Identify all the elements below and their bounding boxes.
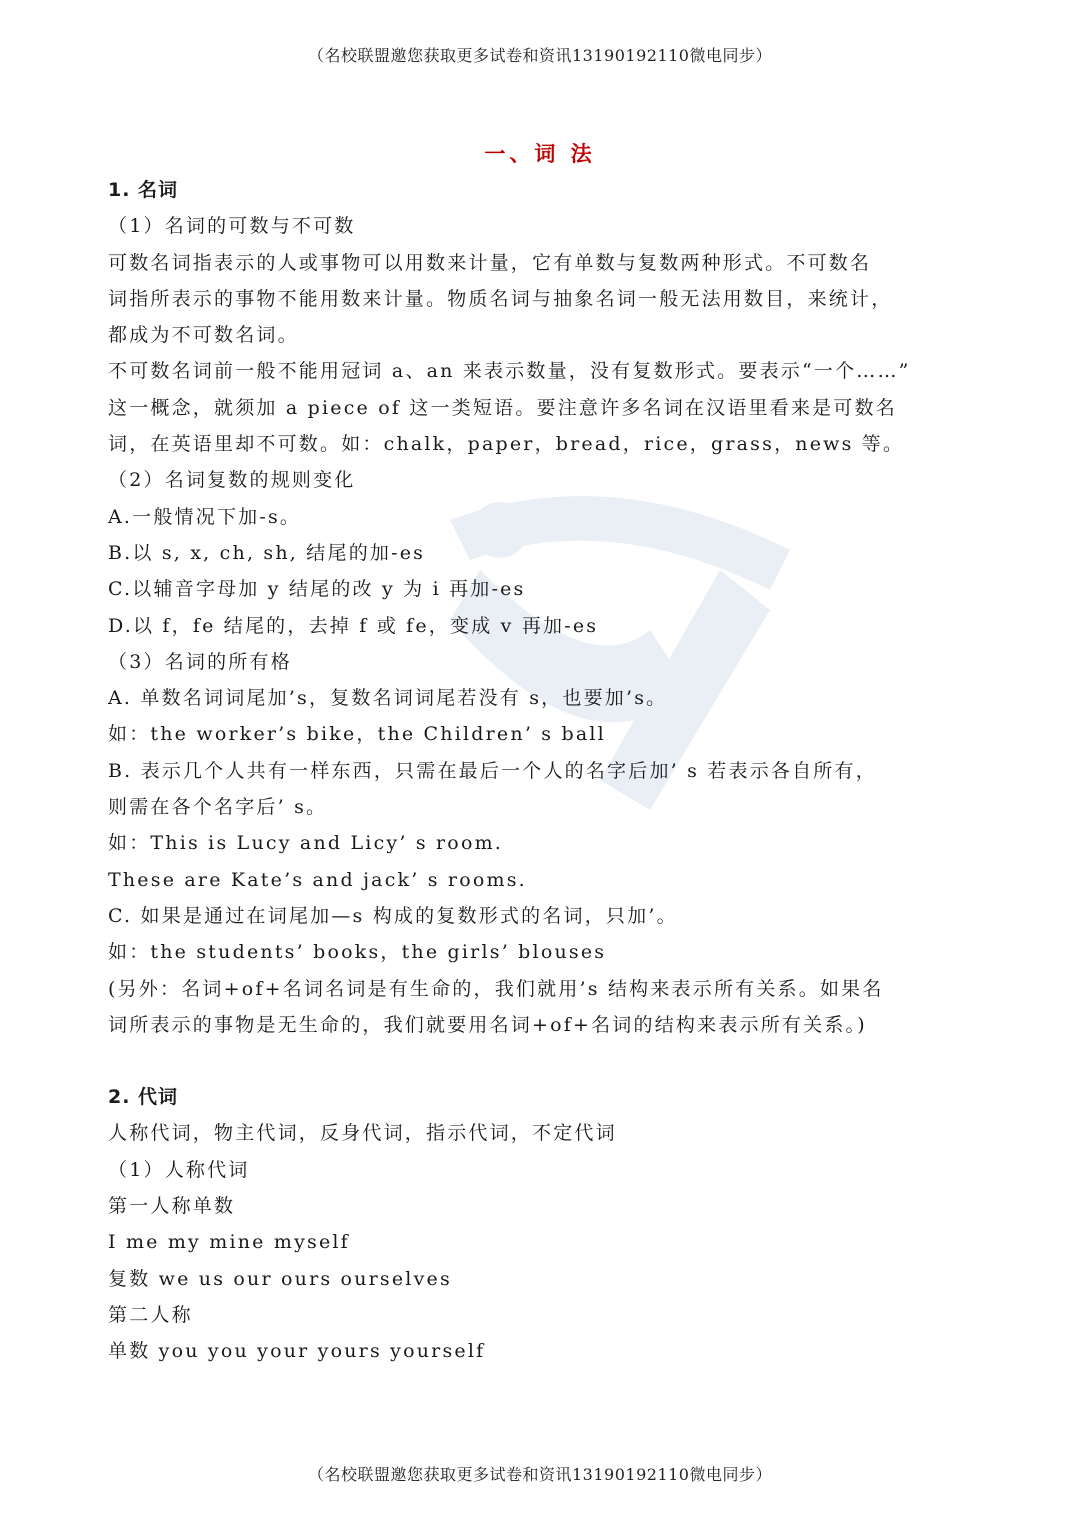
text-line: These are Kate’s and jack’ s rooms. (108, 868, 527, 891)
text-line: A. 单数名词词尾加’s，复数名词词尾若没有 s，也要加’s。 (108, 687, 668, 710)
section-heading-pronouns: 2. 代词 (108, 1086, 179, 1109)
text-line: （1）人称代词 (108, 1158, 250, 1181)
text-line: 人称代词，物主代词，反身代词，指示代词，不定代词 (108, 1122, 617, 1145)
text-line: 如：the students’ books，the girls’ blouses (108, 941, 607, 964)
text-line: 词，在英语里却不可数。如：chalk，paper，bread，rice，grass，news 等。 (108, 433, 905, 456)
text-line: （3）名词的所有格 (108, 650, 292, 673)
document-body (108, 172, 978, 1370)
text-line: 可数名词指表示的人或事物可以用数来计量，它有单数与复数两种形式。不可数名 (108, 251, 872, 274)
section-spacer (108, 1043, 978, 1079)
text-line: 如：This is Lucy and Licy’ s room. (108, 832, 504, 855)
text-line: 复数 we us our ours ourselves (108, 1267, 452, 1290)
text-line: （2）名词复数的规则变化 (108, 469, 356, 492)
section-heading-nouns: 1. 名词 (108, 179, 179, 201)
text-line: 这一概念，就须加 a piece of 这一类短语。要注意许多名词在汉语里看来是可数名 (108, 396, 897, 419)
text-line: 词指所表示的事物不能用数来计量。物质名词与抽象名词一般无法用数目，来统计， (108, 287, 893, 310)
text-line: 单数 you you your yours yourself (108, 1340, 486, 1363)
text-line: 则需在各个名字后’ s。 (108, 796, 328, 819)
page-header: （名校联盟邀您获取更多试卷和资讯13190192110微电同步） (308, 46, 772, 65)
text-line: 第二人称 (108, 1303, 193, 1326)
page-title: 一、词 法 (484, 142, 596, 166)
text-line: D.以 f，fe 结尾的，去掉 f 或 fe，变成 v 再加-es (108, 614, 599, 637)
text-line: 第一人称单数 (108, 1195, 236, 1218)
text-line: 词所表示的事物是无生命的，我们就要用名词+of+名词的结构来表示所有关系。) (108, 1013, 867, 1036)
text-line: C.以辅音字母加 y 结尾的改 y 为 i 再加-es (108, 578, 526, 601)
text-line: I me my mine myself (108, 1231, 350, 1254)
text-line: C. 如果是通过在词尾加—s 构成的复数形式的名词，只加’。 (108, 904, 678, 927)
text-line: B.以 s, x, ch, sh, 结尾的加-es (108, 541, 426, 564)
section-nouns-body (108, 208, 978, 1043)
text-line: 如：the worker’s bike，the Children’ s ball (108, 723, 606, 746)
text-line: (另外：名词+of+名词名词是有生命的，我们就用’s 结构来表示所有关系。如果名 (108, 977, 884, 1000)
text-line: A.一般情况下加-s。 (108, 505, 302, 528)
text-line: 不可数名词前一般不能用冠词 a、an 来表示数量，没有复数形式。要表示“一个……” (108, 360, 911, 383)
page-footer: （名校联盟邀您获取更多试卷和资讯13190192110微电同步） (308, 1465, 772, 1484)
text-line: 都成为不可数名词。 (108, 324, 299, 347)
text-line: （1）名词的可数与不可数 (108, 215, 356, 238)
text-line: B. 表示几个人共有一样东西，只需在最后一个人的名字后加’ s 若表示各自所有， (108, 759, 877, 782)
section-pronouns-body (108, 1115, 978, 1369)
